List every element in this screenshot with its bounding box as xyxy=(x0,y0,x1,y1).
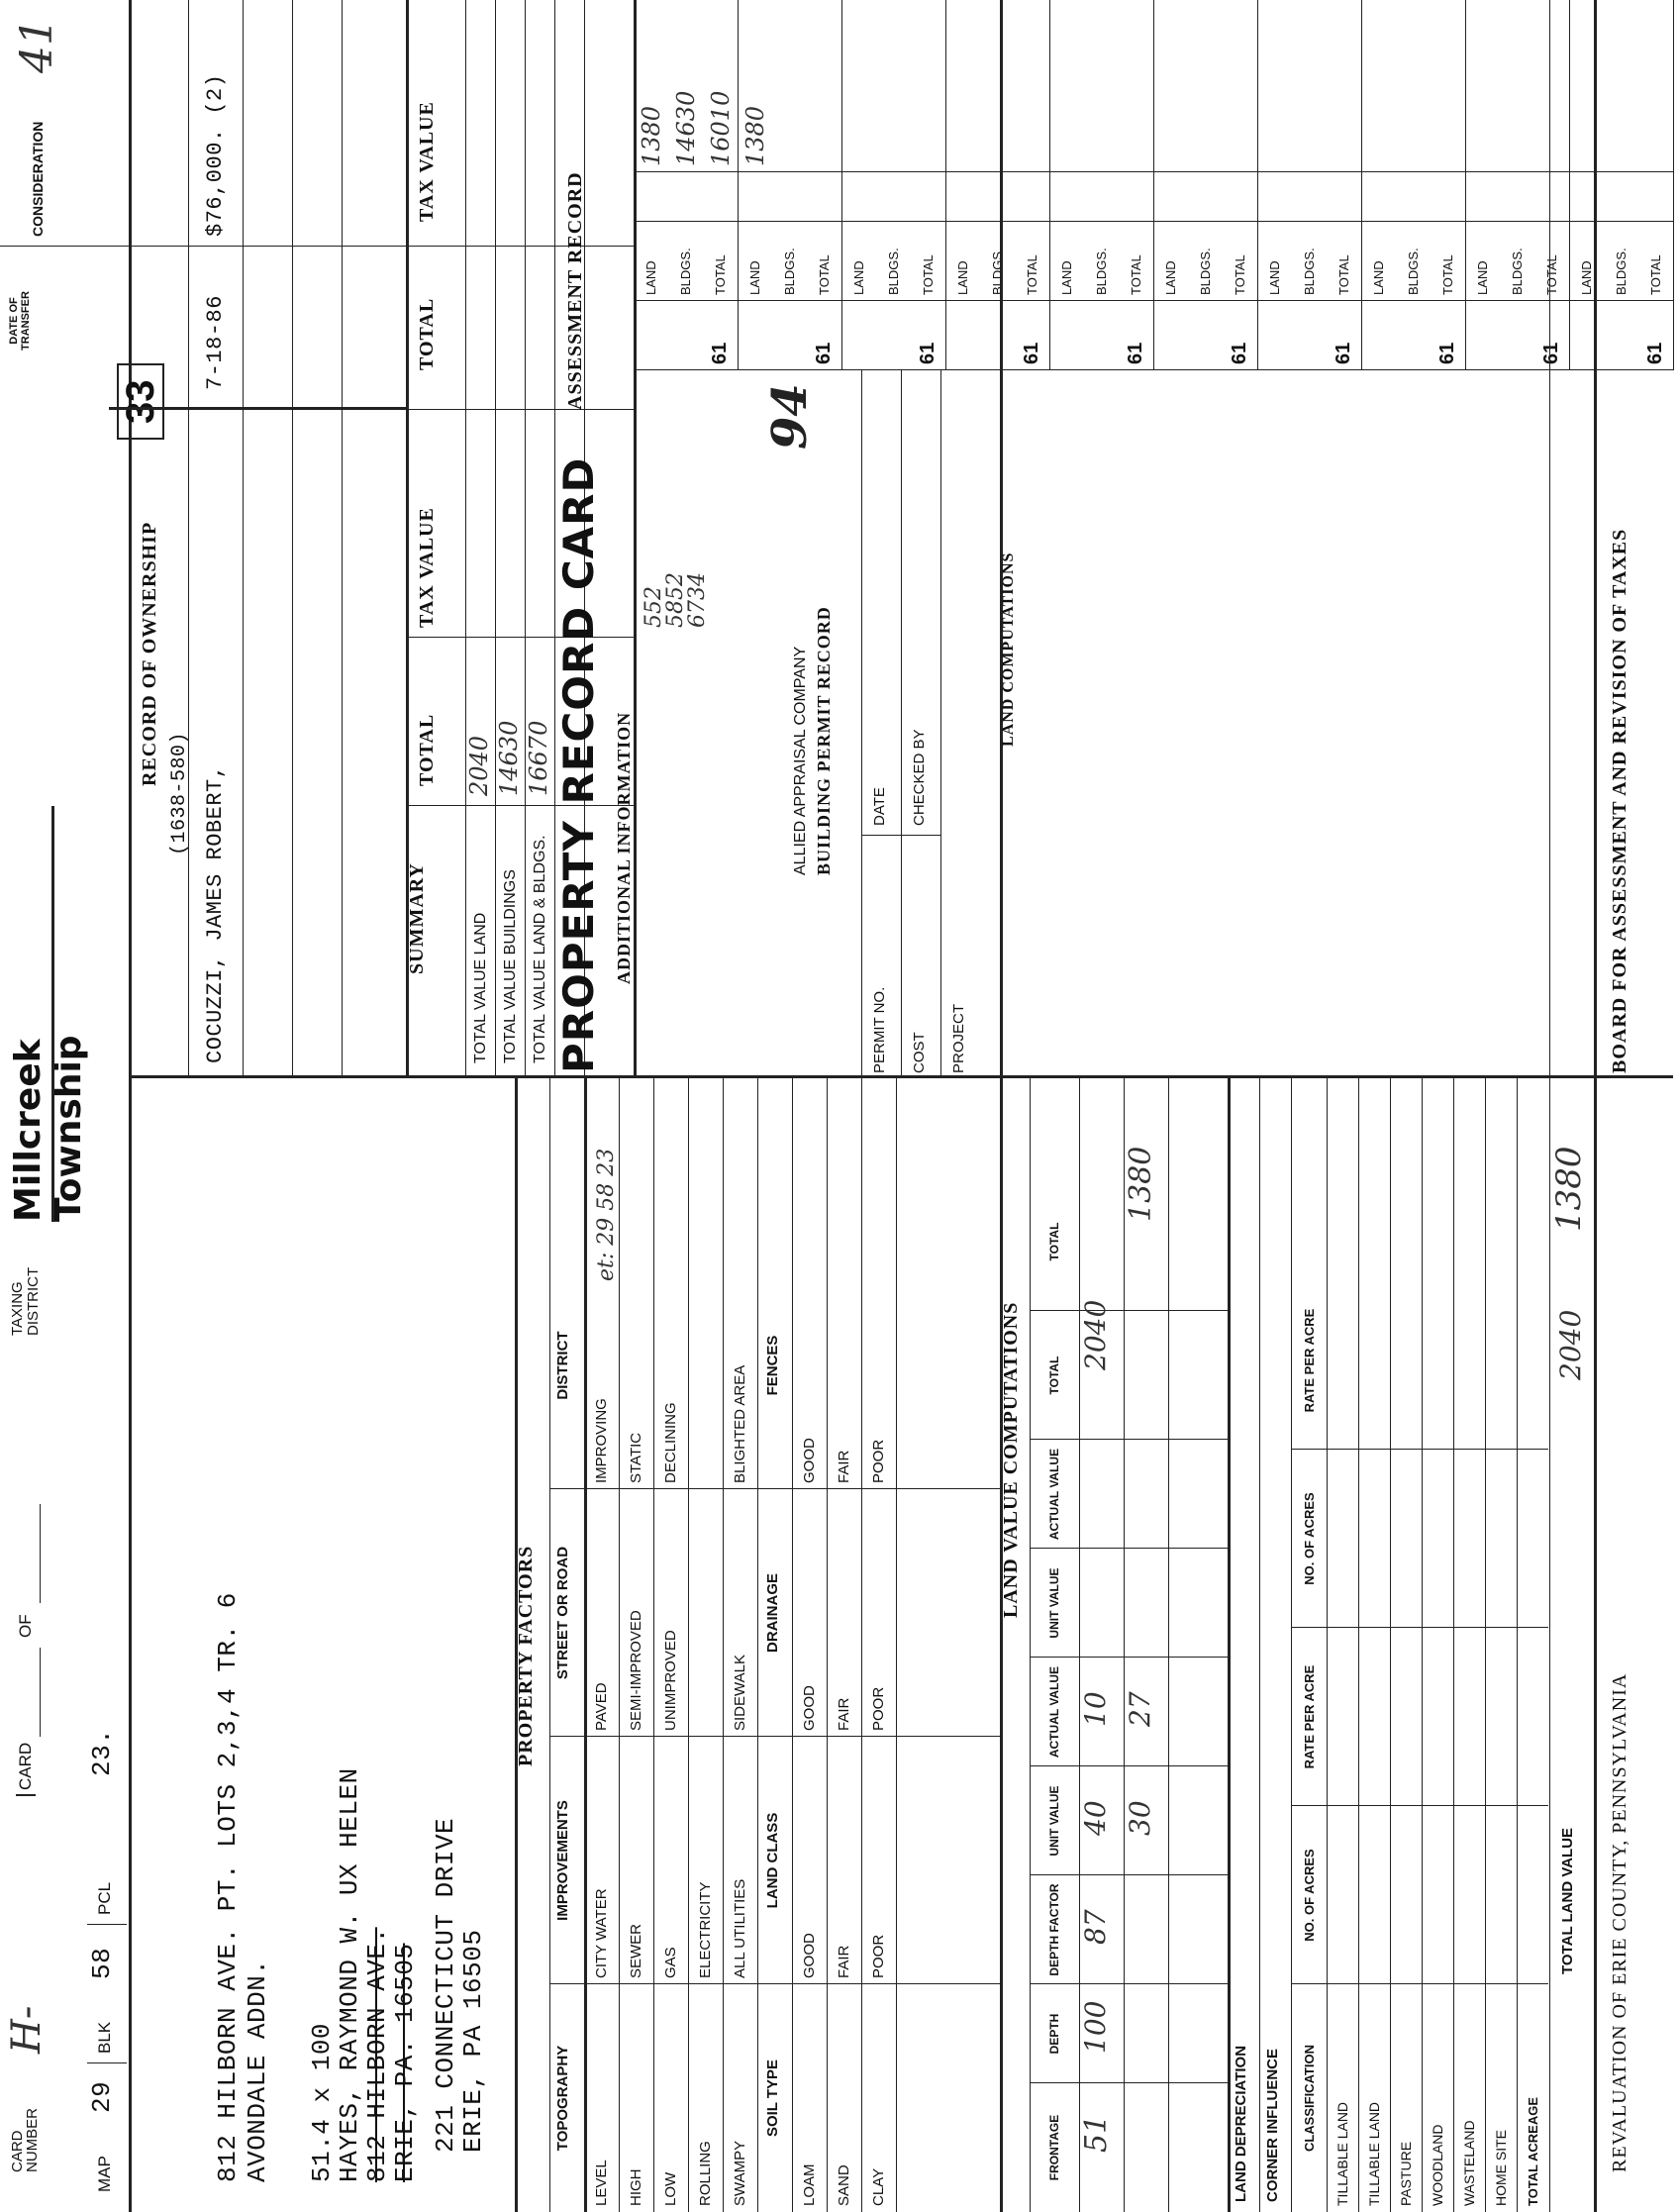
total-land-value-label: TOTAL LAND VALUE xyxy=(1559,1827,1576,1974)
second-tax-label: TAX VALUE xyxy=(416,101,438,222)
acre-col-line xyxy=(1291,1449,1548,1450)
assess-total-label-3: TOTAL xyxy=(1025,254,1039,295)
assess-land-5 xyxy=(1153,4,1188,172)
lv-depth-factor: 87 xyxy=(1079,1909,1112,1945)
acre-col-2: RATE PER ACRE xyxy=(1301,1664,1317,1769)
card-label: CARD xyxy=(16,1743,36,1796)
permit-project: PROJECT xyxy=(950,1003,967,1073)
acre-col-1: NO. OF ACRES xyxy=(1301,1849,1317,1942)
factor-topography-1: HIGH xyxy=(628,2168,644,2206)
ownership-title: RECORD OF OWNERSHIP xyxy=(139,521,160,786)
factor-improvements-4: ALL UTILITIES xyxy=(732,1878,748,1978)
assess-bldgs-label-7: BLDGS. xyxy=(1406,248,1421,295)
factor-street-0: PAVED xyxy=(593,1682,610,1731)
land-col-line xyxy=(1030,1439,1228,1440)
land-col-7: TOTAL xyxy=(1046,1356,1061,1395)
summary-tax-label: TAX VALUE xyxy=(416,507,438,628)
assess-land-6 xyxy=(1257,4,1292,172)
lv-total-2: 1380 xyxy=(1124,1146,1158,1222)
ownership-date: 7-18-86 xyxy=(203,295,228,390)
second-total-label: TOTAL xyxy=(416,297,438,370)
map-value: 29 xyxy=(87,2080,117,2113)
map-row xyxy=(87,0,127,2212)
summary-title: SUMMARY xyxy=(406,862,428,974)
land-col-line xyxy=(1030,1310,1228,1311)
additional-value-1: 552 xyxy=(642,586,666,628)
assess-total-6 xyxy=(1327,4,1361,172)
assess-total-label-8: TOTAL xyxy=(1544,254,1559,295)
map-label: MAP xyxy=(95,2156,114,2192)
soil-soil-0: LOAM xyxy=(801,2163,818,2206)
factor-street-2: UNIMPROVED xyxy=(662,1630,679,1731)
land-col-line xyxy=(1030,2082,1228,2083)
footer-left: REVALUATION OF ERIE COUNTY, PENNSYLVANIA xyxy=(1609,1672,1630,2172)
land-col-line xyxy=(1030,1657,1228,1658)
ownership-name: COCUZZI, JAMES ROBERT, xyxy=(203,764,228,1063)
of-label: OF xyxy=(16,1614,35,1638)
assess-bldgs-label-2: BLDGS. xyxy=(886,248,901,295)
factor-district-2: DECLINING xyxy=(662,1402,679,1483)
lot-dimensions: 51.4 x 100 xyxy=(307,2022,337,2182)
acre-row-5: HOME SITE xyxy=(1493,2129,1509,2206)
factor-improvements-2: GAS xyxy=(662,1947,679,1978)
old-address-2: ERIE, PA. 16505 xyxy=(390,1943,420,2182)
lv-actual-value: 10 xyxy=(1079,1691,1112,1727)
permit-title: BUILDING PERMIT RECORD xyxy=(814,606,834,875)
owner-line: HAYES, RAYMOND W. UX HELEN xyxy=(335,1767,364,2182)
assess-total-9 xyxy=(1638,4,1673,172)
assess-bldgs-4 xyxy=(1084,4,1119,172)
box-number: 33 xyxy=(117,364,164,441)
assess-land-label-7: LAND xyxy=(1371,260,1386,295)
land-col-4: ACTUAL VALUE xyxy=(1046,1665,1061,1759)
assess-land-2 xyxy=(841,4,876,172)
acre-col-0: CLASSIFICATION xyxy=(1301,2044,1317,2153)
assess-bldgs-8 xyxy=(1500,4,1534,172)
improvements-label: IMPROVEMENTS xyxy=(554,1800,571,1921)
permit-permit-no: PERMIT NO. xyxy=(871,986,888,1073)
assess-year-9: 61 xyxy=(1644,342,1666,364)
land-col-8: TOTAL xyxy=(1046,1222,1061,1261)
factor-topography-0: LEVEL xyxy=(593,2160,610,2206)
assess-total-0: 16010 xyxy=(706,90,735,166)
soil-drainage-0: GOOD xyxy=(801,1685,818,1731)
assess-land-label-3: LAND xyxy=(955,260,970,295)
land-col-0: FRONTAGE xyxy=(1046,2114,1061,2181)
factor-district-1: STATIC xyxy=(628,1432,644,1483)
factor-improvements-3: ELECTRICITY xyxy=(697,1881,714,1978)
factor-topography-3: ROLLING xyxy=(697,2141,714,2206)
assess-year-6: 61 xyxy=(1333,342,1354,364)
permit-cost: COST xyxy=(911,1032,928,1073)
blk-label: BLK xyxy=(95,2021,114,2054)
assess-total-label-0: TOTAL xyxy=(713,254,728,295)
assess-year-2: 61 xyxy=(917,342,938,364)
summary-total-land: 2040 xyxy=(465,735,493,796)
total-land-value-1: 2040 xyxy=(1554,1309,1587,1380)
assessment-stamp: 94 xyxy=(762,383,818,450)
assess-land-label-5: LAND xyxy=(1163,260,1178,295)
assess-total-3 xyxy=(1015,4,1049,172)
permit-date: DATE xyxy=(871,787,888,826)
factors-title: PROPERTY FACTORS xyxy=(515,1545,537,1766)
taxing-district-value: Millcreek Township xyxy=(8,1035,89,1222)
lv-unit-value-2: 30 xyxy=(1124,1800,1156,1836)
assess-land-label-0: LAND xyxy=(643,260,658,295)
lv-depth: 100 xyxy=(1079,2000,1112,2054)
assess-total-label-5: TOTAL xyxy=(1233,254,1247,295)
record-card-title: PROPERTY RECORD CARD xyxy=(554,456,603,1073)
lv-actual-value-2: 27 xyxy=(1124,1691,1156,1727)
district-label: DISTRICT xyxy=(554,1331,571,1400)
header xyxy=(4,1035,99,2202)
total-acreage-label: TOTAL ACREAGE xyxy=(1525,2096,1540,2206)
assess-bldgs-label-1: BLDGS. xyxy=(782,248,797,295)
factor-district-0: IMPROVING xyxy=(593,1398,610,1483)
land-value-title: LAND VALUE COMPUTATIONS xyxy=(1000,1301,1022,1618)
factor-improvements-0: CITY WATER xyxy=(593,1888,610,1978)
drainage-label: DRAINAGE xyxy=(764,1573,781,1654)
assess-land-9 xyxy=(1569,4,1604,172)
assess-year-4: 61 xyxy=(1125,342,1146,364)
lv-unit-value: 40 xyxy=(1079,1800,1112,1836)
land-col-1: DEPTH xyxy=(1046,2013,1061,2055)
assess-bldgs-9 xyxy=(1604,4,1638,172)
assess-land-1: 1380 xyxy=(741,105,769,166)
acre-col-4: RATE PER ACRE xyxy=(1301,1308,1317,1413)
soil-drainage-1: FAIR xyxy=(836,1697,852,1731)
assess-land-4 xyxy=(1049,4,1084,172)
land-depreciation-label: LAND DEPRECIATION xyxy=(1233,2045,1249,2202)
assess-land-label-1: LAND xyxy=(747,260,762,295)
assess-total-label-6: TOTAL xyxy=(1336,254,1351,295)
acre-col-line xyxy=(1291,1627,1548,1628)
assess-land-3 xyxy=(945,4,980,172)
assess-total-2 xyxy=(911,4,945,172)
address-line-2: AVONDALE ADDN. xyxy=(243,1959,272,2182)
assess-land-label-9: LAND xyxy=(1579,260,1594,295)
soil-land_class-1: FAIR xyxy=(836,1945,852,1978)
land-col-5: UNIT VALUE xyxy=(1046,1567,1061,1639)
assess-year-0: 61 xyxy=(709,342,731,364)
assess-total-7 xyxy=(1431,4,1465,172)
soil-fences-1: FAIR xyxy=(836,1450,852,1483)
taxing-district-label: TAXING DISTRICT xyxy=(9,1266,42,1336)
factor-street-3 xyxy=(688,1489,723,1737)
assessment-title: ASSESSMENT RECORD xyxy=(564,171,586,410)
corner-influence-label: CORNER INFLUENCE xyxy=(1264,2048,1281,2202)
assess-bldgs-5 xyxy=(1188,4,1223,172)
assess-land-7 xyxy=(1361,4,1396,172)
land-col-2: DEPTH FACTOR xyxy=(1046,1883,1061,1976)
blk-value: 58 xyxy=(87,1947,117,1979)
assess-bldgs-2 xyxy=(876,4,911,172)
assess-bldgs-6 xyxy=(1292,4,1327,172)
address-line-1: 812 HILBORN AVE. PT. LOTS 2,3,4 TR. 6 xyxy=(213,1592,243,2182)
additional-value-3: 6734 xyxy=(685,572,710,628)
acre-row-3: WOODLAND xyxy=(1430,2124,1445,2206)
summary-total-land-bldgs: 16670 xyxy=(525,720,552,796)
assess-land-8 xyxy=(1465,4,1500,172)
date-of-transfer-label: DATE OF TRANSFER xyxy=(8,291,32,351)
assess-land-label-6: LAND xyxy=(1267,260,1282,295)
permit-line-3 xyxy=(940,370,941,1078)
land-col-line xyxy=(1030,1983,1228,1984)
assess-total-label-4: TOTAL xyxy=(1129,254,1143,295)
assess-bldgs-7 xyxy=(1396,4,1431,172)
factor-improvements-1: SEWER xyxy=(628,1923,644,1978)
factor-street-4: SIDEWALK xyxy=(732,1655,748,1731)
soil-land_class-2: POOR xyxy=(870,1934,887,1978)
allied-label: ALLIED APPRAISAL COMPANY xyxy=(792,646,809,875)
assess-bldgs-label-5: BLDGS. xyxy=(1198,248,1213,295)
assess-bldgs-label-3: BLDGS. xyxy=(990,248,1005,295)
acre-row-1: TILLABLE LAND xyxy=(1366,2101,1382,2206)
land-col-line xyxy=(1030,1548,1228,1549)
factor-district-3 xyxy=(688,1242,723,1489)
assess-total-label-7: TOTAL xyxy=(1440,254,1455,295)
assess-total-8 xyxy=(1534,4,1569,172)
acre-row-2: PASTURE xyxy=(1398,2141,1414,2206)
lv-frontage: 51 xyxy=(1079,2114,1114,2153)
street-label: STREET OR ROAD xyxy=(554,1546,571,1680)
assess-block-line xyxy=(1673,0,1674,370)
assess-land-0: 1380 xyxy=(637,105,665,166)
assess-land-label-4: LAND xyxy=(1059,260,1074,295)
acre-row-4: WASTELAND xyxy=(1461,2120,1477,2206)
additional-values xyxy=(643,572,709,628)
assess-year-1: 61 xyxy=(813,342,835,364)
soil-land_class-0: GOOD xyxy=(801,1933,818,1978)
acre-col-3: NO. OF ACRES xyxy=(1301,1492,1317,1585)
soil-fences-0: GOOD xyxy=(801,1438,818,1483)
assess-land-label-8: LAND xyxy=(1475,260,1490,295)
ownership-ref: (1638-580) xyxy=(168,731,191,855)
assess-total-label-9: TOTAL xyxy=(1648,254,1663,295)
pcl-value: 23. xyxy=(87,1728,117,1776)
handwritten-note: et: 29 58 23 xyxy=(594,1148,619,1281)
assess-total-label-2: TOTAL xyxy=(921,254,936,295)
assess-bldgs-label-9: BLDGS. xyxy=(1614,248,1629,295)
factor-district-4: BLIGHTED AREA xyxy=(732,1364,748,1483)
summary-total-buildings: 14630 xyxy=(495,720,523,796)
permit-checked-by: CHECKED BY xyxy=(911,729,928,826)
mail-address-2: ERIE, PA 16505 xyxy=(458,1929,488,2153)
fences-label: FENCES xyxy=(764,1335,781,1396)
consideration-label: CONSIDERATION xyxy=(30,121,46,237)
summary-label-land: TOTAL VALUE LAND xyxy=(472,912,489,1063)
soil-soil-1: SAND xyxy=(836,2164,852,2206)
soil-drainage-2: POOR xyxy=(870,1686,887,1731)
soil-soil-2: CLAY xyxy=(870,2167,887,2206)
land-col-line xyxy=(1030,1874,1228,1875)
corner-note: 41 xyxy=(12,18,62,73)
assess-bldgs-3 xyxy=(980,4,1015,172)
pcl-label: PCL xyxy=(95,1881,114,1915)
permit-line-2 xyxy=(901,370,902,1078)
assess-year-5: 61 xyxy=(1229,342,1250,364)
factor-topography-4: SWAMPY xyxy=(732,2140,748,2206)
old-address-1: 812 HILBORN AVE. xyxy=(362,1927,392,2182)
additional-info-label: ADDITIONAL INFORMATION xyxy=(614,711,634,984)
soil-fences-2: POOR xyxy=(870,1439,887,1483)
assess-total-4 xyxy=(1119,4,1153,172)
assess-land-label-2: LAND xyxy=(851,260,866,295)
assess-bldgs-0: 14630 xyxy=(671,90,700,166)
assess-bldgs-label-0: BLDGS. xyxy=(678,248,693,295)
factor-street-1: SEMI-IMPROVED xyxy=(628,1610,644,1731)
card-number-value: H- xyxy=(4,2005,49,2054)
land-col-3: UNIT VALUE xyxy=(1046,1785,1061,1857)
card-number-label: CARD NUMBER xyxy=(9,2107,41,2172)
assess-bldgs-label-6: BLDGS. xyxy=(1302,248,1317,295)
assess-bldgs-label-4: BLDGS. xyxy=(1094,248,1109,295)
assess-bldgs-label-8: BLDGS. xyxy=(1510,248,1525,295)
permit-vline xyxy=(861,835,940,836)
assess-total-1 xyxy=(807,4,841,172)
total-land-value-2: 1380 xyxy=(1549,1146,1589,1232)
assess-total-5 xyxy=(1223,4,1257,172)
ownership-consideration: $76,000. (2) xyxy=(203,73,228,237)
lv-total: 2040 xyxy=(1079,1299,1112,1370)
acre-row-0: TILLABLE LAND xyxy=(1334,2101,1350,2206)
summary-total-label: TOTAL xyxy=(416,713,438,786)
soil-row-line xyxy=(896,1078,897,2212)
summary-label-buildings: TOTAL VALUE BUILDINGS xyxy=(502,869,519,1063)
summary-label-land-bldgs: TOTAL VALUE LAND & BLDGS. xyxy=(532,835,548,1063)
land-class-label: LAND CLASS xyxy=(764,1812,781,1909)
assess-bldgs-1 xyxy=(772,4,807,172)
soil-label: SOIL TYPE xyxy=(764,2059,781,2138)
permit-line-1 xyxy=(861,370,862,1078)
assess-total-label-1: TOTAL xyxy=(817,254,832,295)
additional-value-2: 5852 xyxy=(663,572,688,628)
mail-address-1: 221 CONNECTICUT DRIVE xyxy=(431,1817,460,2153)
factor-topography-2: LOW xyxy=(662,2171,679,2206)
footer-right: BOARD FOR ASSESSMENT AND REVISION OF TAXES xyxy=(1609,528,1630,1073)
assess-year-8: 61 xyxy=(1540,342,1562,364)
acre-col-line xyxy=(1291,1805,1548,1806)
assess-year-7: 61 xyxy=(1436,342,1458,364)
land-col-line xyxy=(1030,1765,1228,1766)
land-computations-label: LAND COMPUTATIONS xyxy=(1000,552,1017,747)
land-col-6: ACTUAL VALUE xyxy=(1046,1448,1061,1541)
assess-year-3: 61 xyxy=(1021,342,1042,364)
topography-label: TOPOGRAPHY xyxy=(554,2045,571,2152)
